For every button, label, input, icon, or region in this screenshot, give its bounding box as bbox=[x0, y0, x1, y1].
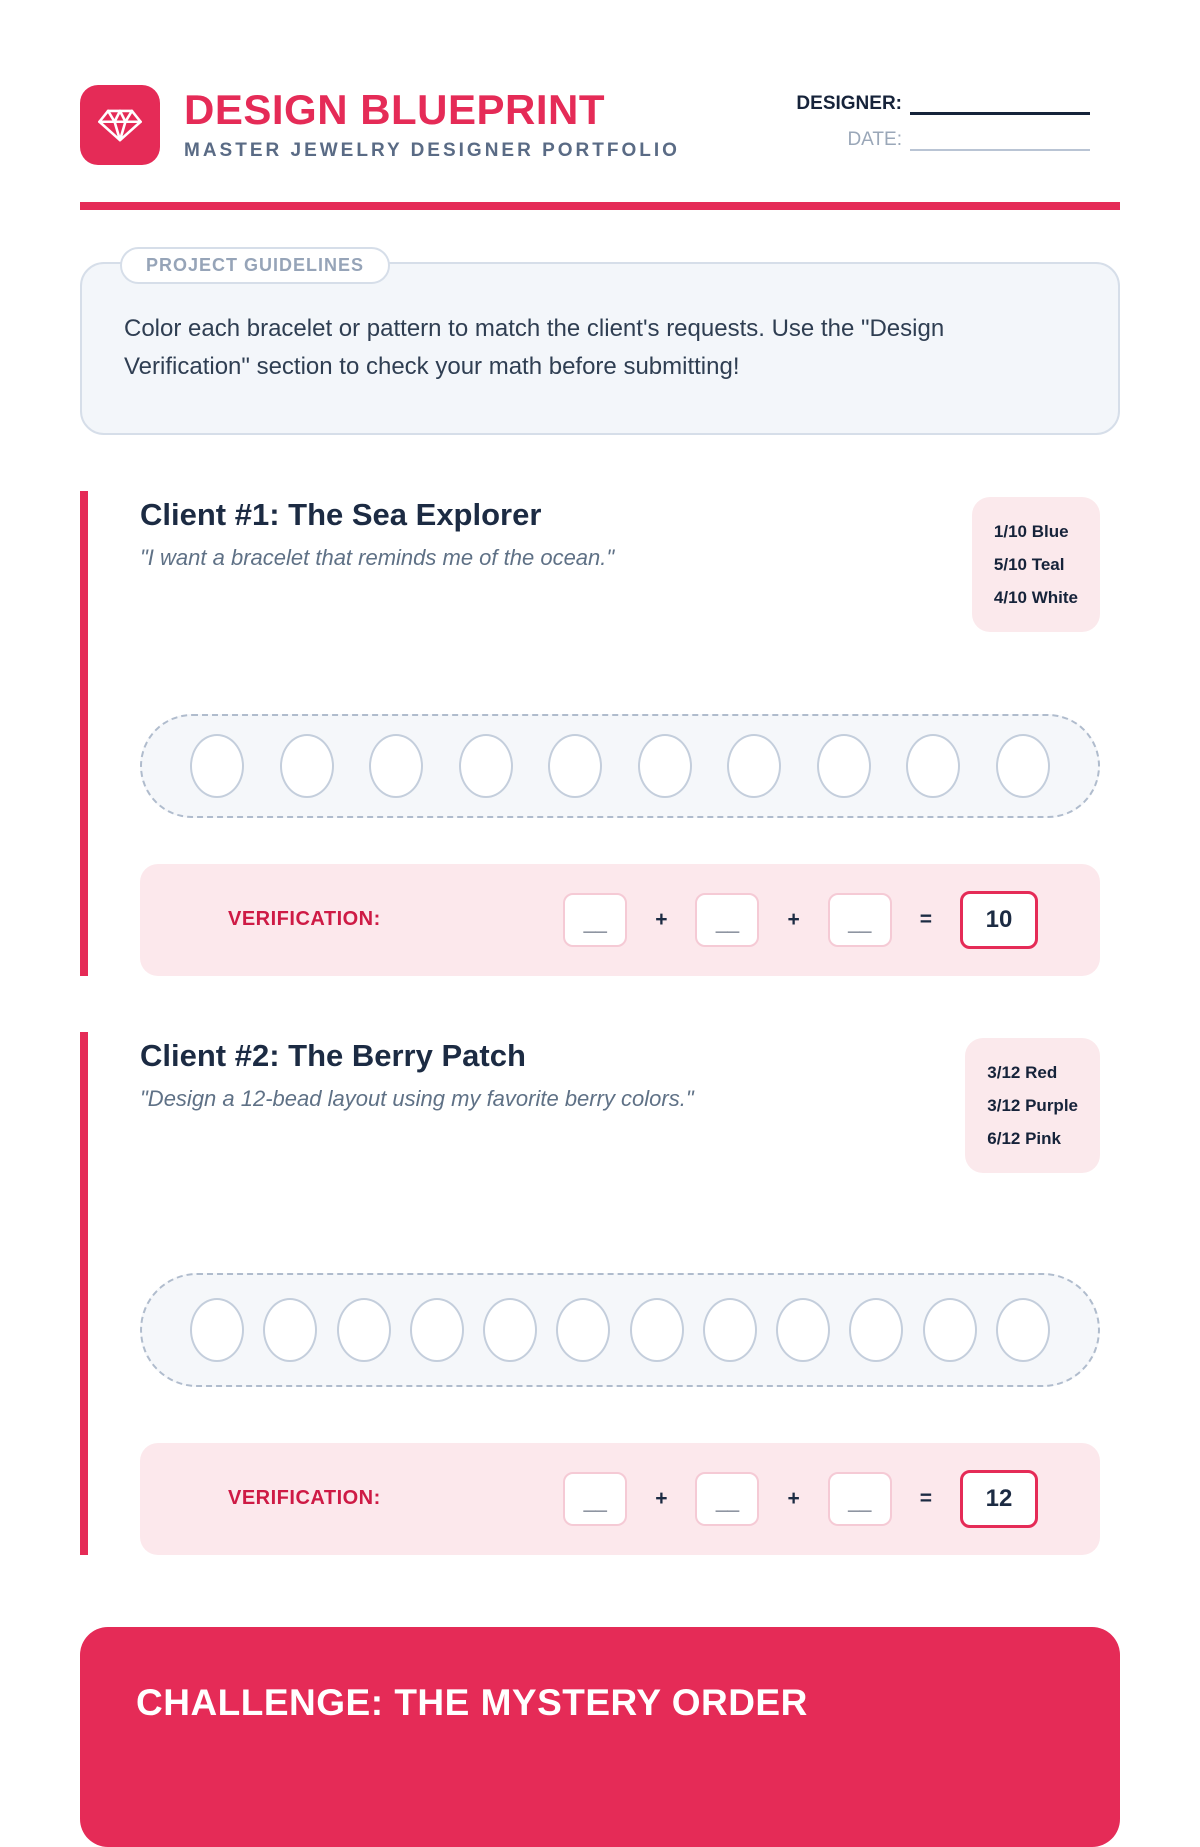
plus-sign: + bbox=[655, 1486, 668, 1510]
bead-slot[interactable] bbox=[263, 1298, 317, 1362]
bead-slot[interactable] bbox=[459, 734, 513, 798]
bead-slot[interactable] bbox=[548, 734, 602, 798]
verification-total: 10 bbox=[960, 891, 1038, 949]
bead-slot[interactable] bbox=[703, 1298, 757, 1362]
bead-slot[interactable] bbox=[556, 1298, 610, 1362]
client-1-header bbox=[140, 497, 1100, 632]
designer-input-line[interactable] bbox=[910, 95, 1090, 115]
bead-slot[interactable] bbox=[190, 734, 244, 798]
client-2-bracelet bbox=[140, 1273, 1100, 1387]
diamond-icon bbox=[94, 99, 146, 151]
date-row bbox=[796, 129, 1090, 151]
bead-slot[interactable] bbox=[638, 734, 692, 798]
client-2-title: Client #2: The Berry Patch bbox=[140, 1037, 526, 1073]
logo-badge bbox=[80, 85, 160, 165]
designer-date-block bbox=[796, 93, 1090, 165]
designer-row bbox=[796, 93, 1090, 115]
equals-sign: = bbox=[919, 1486, 932, 1510]
guidelines-label: PROJECT GUIDELINES bbox=[120, 247, 390, 284]
header bbox=[0, 0, 1200, 165]
bead-slot[interactable] bbox=[630, 1298, 684, 1362]
bead-slot[interactable] bbox=[923, 1298, 977, 1362]
plus-sign: + bbox=[787, 907, 800, 931]
bead-slot[interactable] bbox=[190, 1298, 244, 1362]
client-2-titles bbox=[140, 1038, 694, 1112]
bead-slot[interactable] bbox=[849, 1298, 903, 1362]
requirement-line: 3/12 Purple bbox=[987, 1095, 1078, 1115]
verification-label: VERIFICATION: bbox=[228, 908, 381, 931]
bead-slot[interactable] bbox=[410, 1298, 464, 1362]
verification-total: 12 bbox=[960, 1470, 1038, 1528]
plus-sign: + bbox=[655, 907, 668, 931]
brand bbox=[80, 85, 680, 165]
challenge-section bbox=[80, 1627, 1120, 1847]
client-section-2 bbox=[80, 1032, 1120, 1555]
bead-slot[interactable] bbox=[369, 734, 423, 798]
bead-slot[interactable] bbox=[337, 1298, 391, 1362]
verification-blank-3[interactable]: __ bbox=[828, 1472, 892, 1526]
date-input-line[interactable] bbox=[910, 131, 1090, 151]
verification-blank-2[interactable]: __ bbox=[695, 893, 759, 947]
designer-label: DESIGNER: bbox=[796, 93, 902, 114]
client-1-requirements-badge bbox=[972, 497, 1100, 632]
bead-slot[interactable] bbox=[906, 734, 960, 798]
client-2-header bbox=[140, 1038, 1100, 1173]
bead-slot[interactable] bbox=[280, 734, 334, 798]
verification-label: VERIFICATION: bbox=[228, 1487, 381, 1510]
verification-blank-1[interactable]: __ bbox=[563, 1472, 627, 1526]
plus-sign: + bbox=[787, 1486, 800, 1510]
page-title: DESIGN BLUEPRINT bbox=[184, 85, 606, 133]
verification-blank-1[interactable]: __ bbox=[563, 893, 627, 947]
client-1-equation bbox=[563, 891, 1038, 949]
verification-blank-3[interactable]: __ bbox=[828, 893, 892, 947]
client-2-equation bbox=[563, 1470, 1038, 1528]
client-1-verification-bar bbox=[140, 864, 1100, 976]
client-2-verification-bar bbox=[140, 1443, 1100, 1555]
bead-slot[interactable] bbox=[727, 734, 781, 798]
equals-sign: = bbox=[919, 907, 932, 931]
verification-blank-2[interactable]: __ bbox=[695, 1472, 759, 1526]
client-2-quote: "Design a 12-bead layout using my favorite berry colors." bbox=[140, 1085, 694, 1111]
client-1-titles bbox=[140, 497, 614, 571]
client-1-quote: "I want a bracelet that reminds me of the ocean." bbox=[140, 544, 615, 570]
guidelines-text: Color each bracelet or pattern to match the client's requests. Use the "Design Verification" section to check your math before submitting! bbox=[124, 315, 945, 381]
requirement-line: 3/12 Red bbox=[987, 1062, 1058, 1082]
bead-slot[interactable] bbox=[483, 1298, 537, 1362]
brand-text bbox=[184, 85, 680, 162]
challenge-title: CHALLENGE: THE MYSTERY ORDER bbox=[136, 1681, 808, 1723]
client-1-bracelet bbox=[140, 714, 1100, 818]
requirement-line: 1/10 Blue bbox=[993, 521, 1069, 541]
client-1-title: Client #1: The Sea Explorer bbox=[140, 496, 542, 532]
client-2-requirements-badge bbox=[965, 1038, 1100, 1173]
bead-slot[interactable] bbox=[817, 734, 871, 798]
client-section-1 bbox=[80, 491, 1120, 976]
bead-slot[interactable] bbox=[776, 1298, 830, 1362]
bead-slot[interactable] bbox=[996, 734, 1050, 798]
requirement-line: 6/12 Pink bbox=[987, 1128, 1061, 1148]
guidelines-section bbox=[80, 255, 1120, 435]
page-subtitle: MASTER JEWELRY DESIGNER PORTFOLIO bbox=[184, 140, 680, 162]
requirement-line: 5/10 Teal bbox=[993, 554, 1065, 574]
header-divider bbox=[80, 202, 1120, 210]
bead-slot[interactable] bbox=[996, 1298, 1050, 1362]
date-label: DATE: bbox=[847, 129, 902, 150]
requirement-line: 4/10 White bbox=[993, 587, 1078, 607]
